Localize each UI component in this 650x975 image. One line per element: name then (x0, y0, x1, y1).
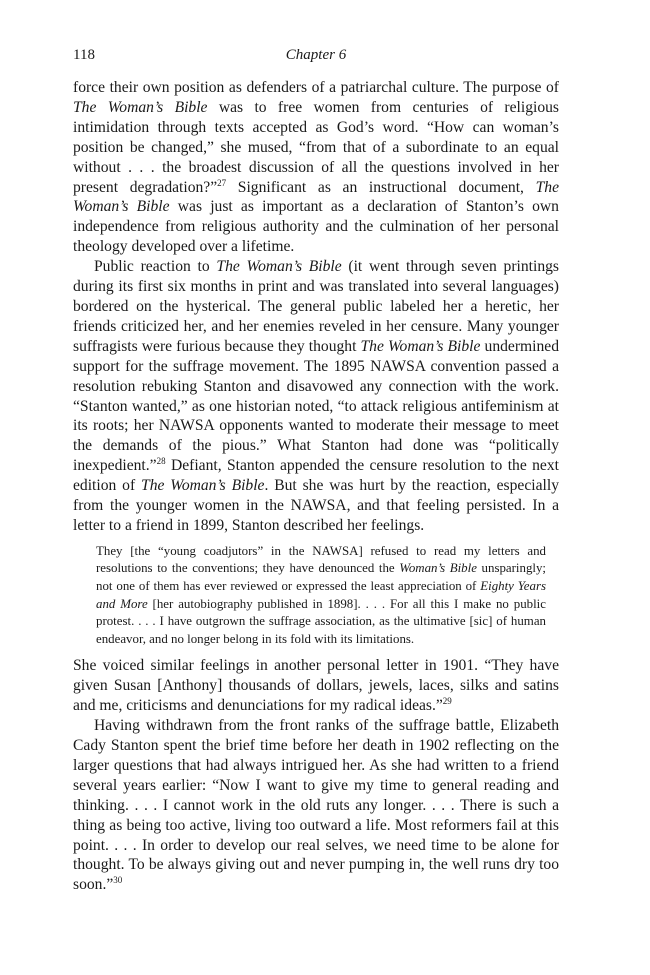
book-title-italic: The Woman’s Bible (216, 258, 342, 276)
text-run: . But she was hurt by the reaction, especially from the younger women in the NAWSA, and that feeling persisted. In a letter to a friend in 1899, Stanton described her feelings. (73, 477, 559, 534)
footnote-ref-30: 30 (113, 875, 123, 886)
text-run: undermined support for the suffrage movement. The 1895 NAWSA convention passed a resolution rebuking Stanton and disavowed any connection with the work. “Stanton wanted,” as one historian noted, “to attack religious antifeminism at its roots; her NAWSA opponents wanted to moderate their message to meet the demands of the pious.” What Stanton had done was “politically inexpedient.” (73, 337, 560, 475)
body-text (73, 78, 559, 895)
text-run: [her autobiography published in 1898]. . . . For all this I make no public protest. . . . I have outgrown the suffrage association, as the ultimative [sic] of human endeavor, and no longer belong in its fold with its limitations. (96, 596, 546, 646)
block-quote-text (96, 543, 546, 649)
running-head: Chapter 6 (285, 47, 347, 63)
text-run: They [the “young coadjutors” in the NAWSA] refused to read my letters and resolutions to the conventions; they have denounced the (96, 543, 546, 576)
text-run: unsparingly; not one of them has ever reviewed or expressed the least appreciation of (96, 561, 546, 594)
text-run: Defiant, Stanton appended the censure resolution to the next edition of (73, 457, 559, 495)
paragraph-4 (73, 716, 559, 895)
text-run: Significant as an instructional document, (226, 178, 536, 196)
page-number: 118 (73, 47, 95, 63)
text-run: was just as important as a declaration of Stanton’s own independence from religious authority and the culmination of her personal theology developed over a lifetime. (73, 198, 559, 256)
footnote-ref-28: 28 (156, 456, 166, 467)
paragraph-1 (73, 78, 559, 257)
book-title-italic: The Woman’s Bible (360, 337, 481, 355)
book-title-italic: The Woman’s Bible (73, 98, 208, 116)
text-run: was to free women from centuries of religious intimidation through texts accepted as God’s word. “How can woman’s position be changed,” she mused, “from that of a subordinate to an equal without . . . the broadest discussion of all the questions involved in her present degradation?” (73, 98, 560, 196)
book-title-italic: The Woman’s Bible (141, 477, 265, 495)
text-run: Having withdrawn from the front ranks of the suffrage battle, Elizabeth Cady Stanton spent the brief time before her death in 1902 reflecting on the larger questions that had always intrigued her. As she had written to a friend several years earlier: “Now I want to give my time to general reading and thinking. . . . I cannot work in the old ruts any longer. . . . There is such a thing as being too active, living too outward a life. Most reformers fail at this point. . . . In order to develop our real selves, we need time to be alone for thought. To be always giving out and never pumping in, the well runs dry too soon.” (73, 717, 559, 894)
book-title-italic: Woman’s Bible (399, 561, 477, 576)
text-run: Public reaction to (94, 258, 217, 276)
book-title-italic: The Woman’s Bible (73, 178, 559, 216)
text-run: (it went through seven printings during its first six months in print and was translated into several languages) bordered on the hysterical. The general public labeled her a heretic, her friends criticized her, and her enemies reveled in her censure. Many younger suffragists were furious because they thought (73, 258, 559, 355)
text-run: force their own position as defenders of a patriarchal culture. The purpose of (73, 79, 559, 96)
paragraph-3 (73, 656, 559, 716)
page-header (73, 47, 559, 67)
block-quote (96, 543, 546, 649)
paragraph-2 (73, 257, 559, 536)
book-title-italic: Eighty Years and More (96, 579, 546, 611)
text-run: She voiced similar feelings in another personal letter in 1901. “They have given Susan [Anthony] thousands of dollars, jewels, laces, silks and satins and me, criticisms and denunciations for my radical ideas.” (73, 657, 559, 715)
footnote-ref-27: 27 (217, 177, 227, 188)
footnote-ref-29: 29 (442, 696, 452, 707)
